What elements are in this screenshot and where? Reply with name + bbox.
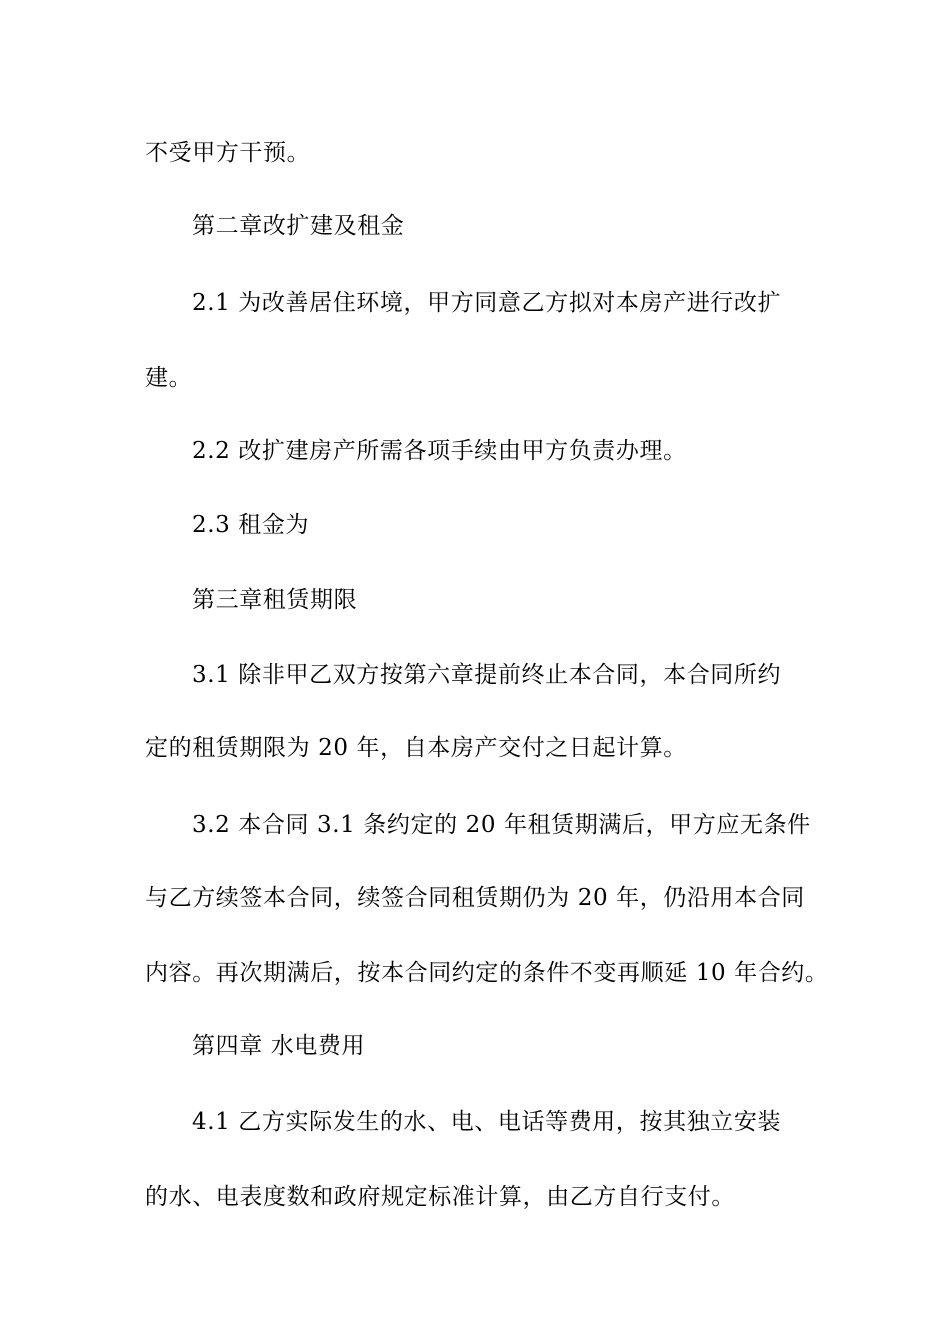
- chapter-heading: 第三章租赁期限: [192, 587, 358, 613]
- paragraph-line: 的水、电表度数和政府规定标准计算，由乙方自行支付。: [145, 1184, 735, 1210]
- chapter-heading: 第二章改扩建及租金: [192, 213, 405, 239]
- paragraph-line: 内容。再次期满后，按本合同约定的条件不变再顺延 10 年合约。: [145, 960, 829, 986]
- paragraph-line: 不受甲方干预。: [145, 140, 311, 166]
- paragraph-line: 3.1 除非甲乙双方按第六章提前终止本合同，本合同所约: [192, 662, 782, 688]
- paragraph-line: 4.1 乙方实际发生的水、电、电话等费用，按其独立安装: [192, 1109, 782, 1135]
- chapter-heading: 第四章 水电费用: [192, 1033, 366, 1059]
- paragraph-line: 2.1 为改善居住环境，甲方同意乙方拟对本房产进行改扩: [192, 290, 782, 316]
- paragraph-line: 2.2 改扩建房产所需各项手续由甲方负责办理。: [192, 438, 687, 464]
- paragraph-line: 3.2 本合同 3.1 条约定的 20 年租赁期满后，甲方应无条件: [192, 812, 811, 838]
- paragraph-line: 2.3 租金为: [192, 512, 310, 538]
- paragraph-line: 与乙方续签本合同，续签合同租赁期仍为 20 年，仍沿用本合同: [145, 885, 805, 911]
- paragraph-line: 定的租赁期限为 20 年，自本房产交付之日起计算。: [145, 735, 687, 761]
- paragraph-line: 建。: [145, 365, 193, 391]
